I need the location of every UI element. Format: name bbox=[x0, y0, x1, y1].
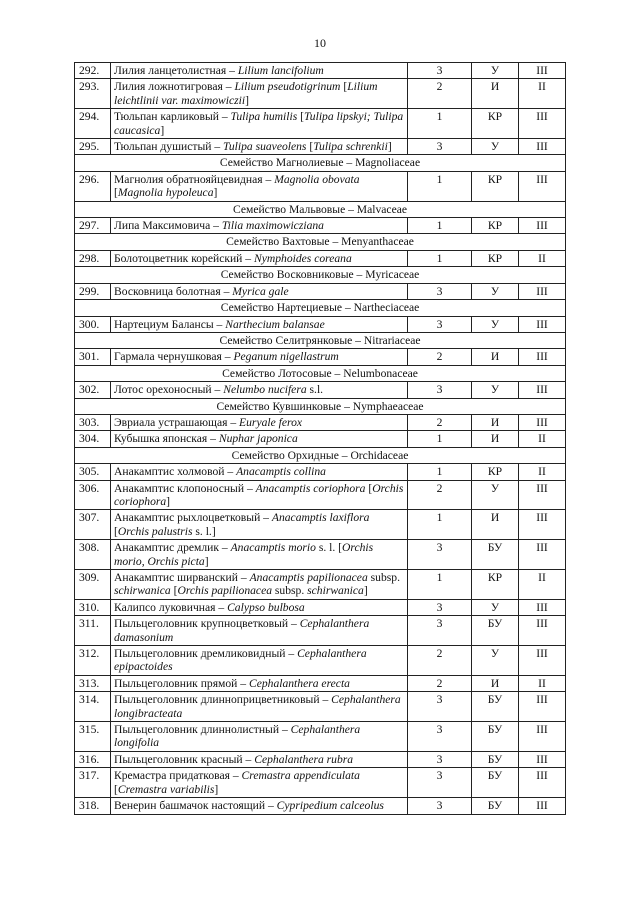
species-row bbox=[75, 751, 566, 767]
priority-level: III bbox=[519, 646, 566, 676]
rarity-category: 3 bbox=[408, 768, 472, 798]
rarity-category: 1 bbox=[408, 250, 472, 266]
synonym: Magnolia hypoleuca bbox=[117, 186, 214, 200]
row-number: 297. bbox=[75, 218, 111, 234]
family-heading: Семейство Магнолиевые – Magnoliaceae bbox=[75, 155, 566, 171]
status-code: БУ bbox=[472, 768, 519, 798]
status-code: И bbox=[472, 349, 519, 365]
species-name-cell: Лилия ланцетолистная – Lilium lancifolium bbox=[111, 63, 408, 79]
family-heading: Семейство Селитрянковые – Nitrariaceae bbox=[75, 332, 566, 348]
latin-name: Narthecium balansae bbox=[225, 317, 325, 331]
rarity-category: 2 bbox=[408, 79, 472, 109]
row-number: 313. bbox=[75, 675, 111, 691]
russian-name: Кубышка японская bbox=[114, 432, 208, 446]
species-row bbox=[75, 768, 566, 798]
species-row bbox=[75, 599, 566, 615]
latin-name: Nelumbo nucifera bbox=[223, 383, 307, 397]
family-heading: Семейство Мальвовые – Malvaceae bbox=[75, 201, 566, 217]
rarity-category: 3 bbox=[408, 382, 472, 398]
family-heading: Семейство Кувшинковые – Nymphaeaceae bbox=[75, 398, 566, 414]
latin-name: Cephalanthera longifolia bbox=[114, 723, 361, 750]
species-name-cell: Липа Максимовича – Tilia maximowicziana bbox=[111, 218, 408, 234]
status-code: БУ bbox=[472, 692, 519, 722]
status-code: И bbox=[472, 79, 519, 109]
species-name-cell: Калипсо луковичная – Calypso bulbosa bbox=[111, 599, 408, 615]
priority-level: III bbox=[519, 480, 566, 510]
rarity-category: 1 bbox=[408, 510, 472, 540]
priority-level: II bbox=[519, 431, 566, 447]
row-number: 304. bbox=[75, 431, 111, 447]
rarity-category: 2 bbox=[408, 480, 472, 510]
russian-name: Анакамптис рыхлоцветковый bbox=[114, 511, 261, 525]
russian-name: Гармала чернушковая bbox=[114, 350, 222, 364]
row-number: 307. bbox=[75, 510, 111, 540]
rarity-category: 2 bbox=[408, 349, 472, 365]
species-name-cell: Пыльцеголовник длиннолистный – Cephalanthera longifolia bbox=[111, 722, 408, 752]
species-row bbox=[75, 79, 566, 109]
rarity-category: 3 bbox=[408, 283, 472, 299]
page-number: 10 bbox=[314, 36, 326, 50]
status-code: У bbox=[472, 316, 519, 332]
russian-name: Анакамптис дремлик bbox=[114, 541, 219, 555]
synonym-suffix: subsp. bbox=[272, 584, 308, 598]
family-row bbox=[75, 365, 566, 381]
synonym: Orchis palustris bbox=[117, 524, 193, 538]
species-row bbox=[75, 382, 566, 398]
family-row bbox=[75, 300, 566, 316]
row-number: 316. bbox=[75, 751, 111, 767]
priority-level: III bbox=[519, 599, 566, 615]
species-row bbox=[75, 63, 566, 79]
rarity-category: 1 bbox=[408, 218, 472, 234]
russian-name: Венерин башмачок настоящий bbox=[114, 799, 266, 813]
latin-name: Lilium pseudotigrinum bbox=[234, 80, 341, 94]
priority-level: III bbox=[519, 751, 566, 767]
latin-name: Cremastra appendiculata bbox=[241, 769, 360, 783]
species-name-cell: Анакамптис ширванский – Anacamptis papilionacea subsp. schirwanica [Orchis papilionacea subsp. schirwanica] bbox=[111, 570, 408, 600]
species-name-cell: Восковница болотная – Myrica gale bbox=[111, 283, 408, 299]
synonym: Cremastra variabilis bbox=[117, 782, 215, 796]
latin-suffix: subsp. bbox=[367, 571, 400, 584]
status-code: КР bbox=[472, 250, 519, 266]
species-name-cell: Пыльцеголовник дремликовидный – Cephalanthera epipactoides bbox=[111, 646, 408, 676]
latin-name: Anacamptis laxiflora bbox=[271, 511, 370, 525]
row-number: 306. bbox=[75, 480, 111, 510]
status-code: БУ bbox=[472, 798, 519, 814]
species-row bbox=[75, 798, 566, 814]
row-number: 300. bbox=[75, 316, 111, 332]
latin-name: Cephalanthera rubra bbox=[254, 752, 354, 766]
priority-level: III bbox=[519, 768, 566, 798]
russian-name: Анакамптис холмовой bbox=[114, 465, 225, 479]
status-code: И bbox=[472, 510, 519, 540]
rarity-category: 1 bbox=[408, 464, 472, 480]
family-row bbox=[75, 234, 566, 250]
synonym: Orchis coriophora bbox=[114, 481, 404, 508]
rarity-category: 3 bbox=[408, 63, 472, 79]
priority-level: III bbox=[519, 798, 566, 814]
row-number: 311. bbox=[75, 616, 111, 646]
species-table-body bbox=[75, 63, 566, 815]
family-heading: Семейство Нартециевые – Nartheciaceae bbox=[75, 300, 566, 316]
species-row bbox=[75, 316, 566, 332]
species-name-cell: Анакамптис дремлик – Anacamptis morio s. l. [Orchis morio, Orchis picta] bbox=[111, 540, 408, 570]
priority-level: III bbox=[519, 63, 566, 79]
status-code: И bbox=[472, 431, 519, 447]
synonym: Tulipa lipskyi; Tulipa caucasica bbox=[114, 110, 404, 137]
russian-name: Пыльцеголовник крупноцветковый bbox=[114, 617, 289, 631]
latin-suffix: s. l. bbox=[315, 541, 336, 555]
family-row bbox=[75, 201, 566, 217]
status-code: У bbox=[472, 63, 519, 79]
latin-name: Anacamptis morio bbox=[230, 541, 316, 555]
status-code: У bbox=[472, 480, 519, 510]
priority-level: III bbox=[519, 349, 566, 365]
status-code: БУ bbox=[472, 722, 519, 752]
latin-name: Cypripedium calceolus bbox=[276, 799, 384, 813]
species-name-cell: Пыльцеголовник прямой – Cephalanthera erecta bbox=[111, 675, 408, 691]
status-code: У bbox=[472, 139, 519, 155]
russian-name: Болотоцветник корейский bbox=[114, 251, 243, 265]
priority-level: III bbox=[519, 414, 566, 430]
family-row bbox=[75, 267, 566, 283]
latin-name: Tilia maximowicziana bbox=[221, 219, 324, 233]
species-row bbox=[75, 109, 566, 139]
species-name-cell: Тюльпан душистый – Tulipa suaveolens [Tulipa schrenkii] bbox=[111, 139, 408, 155]
latin-subspecies: schirwanica bbox=[114, 584, 171, 598]
species-name-cell: Анакамптис рыхлоцветковый – Anacamptis laxiflora [Orchis palustris s. l.] bbox=[111, 510, 408, 540]
status-code: КР bbox=[472, 218, 519, 234]
synonym-suffix: s. l. bbox=[192, 524, 212, 538]
rarity-category: 3 bbox=[408, 692, 472, 722]
species-row bbox=[75, 139, 566, 155]
species-name-cell: Тюльпан карликовый – Tulipa humilis [Tulipa lipskyi; Tulipa caucasica] bbox=[111, 109, 408, 139]
russian-name: Калипсо луковичная bbox=[114, 600, 216, 614]
row-number: 315. bbox=[75, 722, 111, 752]
row-number: 308. bbox=[75, 540, 111, 570]
latin-name: Tulipa humilis bbox=[230, 110, 298, 124]
priority-level: III bbox=[519, 139, 566, 155]
russian-name: Кремастра придатковая bbox=[114, 769, 230, 783]
row-number: 295. bbox=[75, 139, 111, 155]
status-code: БУ bbox=[472, 540, 519, 570]
russian-name: Пыльцеголовник дремликовидный bbox=[114, 647, 286, 661]
species-name-cell: Венерин башмачок настоящий – Cypripedium calceolus bbox=[111, 798, 408, 814]
rarity-category: 3 bbox=[408, 316, 472, 332]
latin-name: Anacamptis collina bbox=[236, 465, 326, 479]
rarity-category: 2 bbox=[408, 414, 472, 430]
status-code: И bbox=[472, 675, 519, 691]
row-number: 301. bbox=[75, 349, 111, 365]
species-name-cell: Гармала чернушковая – Peganum nigellastrum bbox=[111, 349, 408, 365]
latin-name: Cephalanthera longibracteata bbox=[114, 693, 401, 720]
priority-level: II bbox=[519, 570, 566, 600]
family-row bbox=[75, 155, 566, 171]
species-row bbox=[75, 414, 566, 430]
russian-name: Пыльцеголовник прямой bbox=[114, 676, 238, 690]
synonym: Lilium leichtlinii var. maximowiczii bbox=[114, 80, 378, 107]
row-number: 317. bbox=[75, 768, 111, 798]
priority-level: III bbox=[519, 616, 566, 646]
latin-name: Cephalanthera damasonium bbox=[114, 617, 370, 644]
row-number: 296. bbox=[75, 171, 111, 201]
species-row bbox=[75, 250, 566, 266]
species-row bbox=[75, 510, 566, 540]
family-row bbox=[75, 398, 566, 414]
species-row bbox=[75, 431, 566, 447]
priority-level: III bbox=[519, 692, 566, 722]
latin-name: Cephalanthera epipactoides bbox=[114, 647, 367, 674]
species-name-cell: Кремастра придатковая – Cremastra appendiculata [Cremastra variabilis] bbox=[111, 768, 408, 798]
russian-name: Пыльцеголовник красный bbox=[114, 752, 243, 766]
russian-name: Анакамптис ширванский bbox=[114, 571, 238, 584]
status-code: У bbox=[472, 599, 519, 615]
species-row bbox=[75, 171, 566, 201]
rarity-category: 2 bbox=[408, 646, 472, 676]
priority-level: III bbox=[519, 540, 566, 570]
species-row bbox=[75, 616, 566, 646]
status-code: У bbox=[472, 283, 519, 299]
row-number: 314. bbox=[75, 692, 111, 722]
priority-level: III bbox=[519, 218, 566, 234]
rarity-category: 3 bbox=[408, 722, 472, 752]
russian-name: Лилия ланцетолистная bbox=[114, 64, 227, 77]
species-row bbox=[75, 464, 566, 480]
rarity-category: 1 bbox=[408, 570, 472, 600]
species-row bbox=[75, 570, 566, 600]
rarity-category: 3 bbox=[408, 616, 472, 646]
latin-suffix: s.l. bbox=[306, 383, 324, 397]
latin-name: Peganum nigellastrum bbox=[233, 350, 339, 364]
latin-name: Tulipa suaveolens bbox=[223, 140, 307, 154]
row-number: 292. bbox=[75, 63, 111, 79]
latin-name: Magnolia obovata bbox=[274, 172, 360, 186]
species-name-cell: Анакамптис клопоносный – Anacamptis coriophora [Orchis coriophora] bbox=[111, 480, 408, 510]
russian-name: Лотос орехоносный bbox=[114, 383, 212, 397]
russian-name: Восковница болотная bbox=[114, 284, 221, 298]
russian-name: Лилия ложнотигровая bbox=[114, 80, 223, 94]
priority-level: III bbox=[519, 510, 566, 540]
latin-name: Myrica gale bbox=[232, 284, 289, 298]
priority-level: II bbox=[519, 675, 566, 691]
synonym-subspecies: schirwanica bbox=[307, 584, 364, 598]
row-number: 309. bbox=[75, 570, 111, 600]
species-name-cell: Пыльцеголовник крупноцветковый – Cephalanthera damasonium bbox=[111, 616, 408, 646]
status-code: БУ bbox=[472, 616, 519, 646]
row-number: 302. bbox=[75, 382, 111, 398]
species-name-cell: Пыльцеголовник длинноприцветниковый – Cephalanthera longibracteata bbox=[111, 692, 408, 722]
rarity-category: 1 bbox=[408, 171, 472, 201]
priority-level: III bbox=[519, 283, 566, 299]
synonym: Tulipa schrenkii bbox=[313, 140, 388, 154]
row-number: 312. bbox=[75, 646, 111, 676]
priority-level: III bbox=[519, 316, 566, 332]
species-name-cell: Лотос орехоносный – Nelumbo nucifera s.l. bbox=[111, 382, 408, 398]
priority-level: II bbox=[519, 464, 566, 480]
latin-name: Calypso bulbosa bbox=[227, 600, 305, 614]
priority-level: II bbox=[519, 79, 566, 109]
rarity-category: 3 bbox=[408, 139, 472, 155]
row-number: 318. bbox=[75, 798, 111, 814]
status-code: У bbox=[472, 382, 519, 398]
species-row bbox=[75, 480, 566, 510]
russian-name: Тюльпан карликовый bbox=[114, 110, 219, 124]
family-heading: Семейство Лотосовые – Nelumbonaceae bbox=[75, 365, 566, 381]
row-number: 298. bbox=[75, 250, 111, 266]
priority-level: II bbox=[519, 250, 566, 266]
russian-name: Анакамптис клопоносный bbox=[114, 481, 245, 495]
russian-name: Магнолия обратнояйцевидная bbox=[114, 172, 263, 186]
rarity-category: 3 bbox=[408, 599, 472, 615]
species-row bbox=[75, 646, 566, 676]
species-name-cell: Кубышка японская – Nuphar japonica bbox=[111, 431, 408, 447]
family-heading: Семейство Орхидные – Orchidaceae bbox=[75, 447, 566, 463]
species-name-cell: Лилия ложнотигровая – Lilium pseudotigrinum [Lilium leichtlinii var. maximowiczii] bbox=[111, 79, 408, 109]
row-number: 305. bbox=[75, 464, 111, 480]
latin-name: Anacamptis coriophora bbox=[255, 481, 366, 495]
priority-level: III bbox=[519, 109, 566, 139]
status-code: КР bbox=[472, 171, 519, 201]
status-code: КР bbox=[472, 464, 519, 480]
row-number: 310. bbox=[75, 599, 111, 615]
species-name-cell: Болотоцветник корейский – Nymphoides coreana bbox=[111, 250, 408, 266]
row-number: 294. bbox=[75, 109, 111, 139]
status-code: БУ bbox=[472, 751, 519, 767]
rarity-category: 3 bbox=[408, 751, 472, 767]
latin-name: Anacamptis papilionacea bbox=[249, 571, 368, 584]
latin-name: Nymphoides coreana bbox=[253, 251, 352, 265]
family-row bbox=[75, 332, 566, 348]
rarity-category: 3 bbox=[408, 540, 472, 570]
species-row bbox=[75, 283, 566, 299]
synonym: Orchis morio, Orchis picta bbox=[114, 541, 374, 568]
species-row bbox=[75, 722, 566, 752]
latin-name: Euryale ferox bbox=[239, 415, 303, 429]
latin-name: Lilium lancifolium bbox=[237, 64, 324, 77]
status-code: И bbox=[472, 414, 519, 430]
russian-name: Эвриала устрашающая bbox=[114, 415, 228, 429]
family-heading: Семейство Вахтовые – Menyanthaceae bbox=[75, 234, 566, 250]
row-number: 303. bbox=[75, 414, 111, 430]
species-name-cell: Магнолия обратнояйцевидная – Magnolia obovata [Magnolia hypoleuca] bbox=[111, 171, 408, 201]
latin-name: Nuphar japonica bbox=[218, 432, 298, 446]
rarity-category: 1 bbox=[408, 431, 472, 447]
species-name-cell: Эвриала устрашающая – Euryale ferox bbox=[111, 414, 408, 430]
status-code: У bbox=[472, 646, 519, 676]
species-name-cell: Нартециум Балансы – Narthecium balansae bbox=[111, 316, 408, 332]
species-name-cell: Пыльцеголовник красный – Cephalanthera rubra bbox=[111, 751, 408, 767]
species-row bbox=[75, 218, 566, 234]
synonym: Orchis papilionacea bbox=[177, 584, 273, 598]
family-row bbox=[75, 447, 566, 463]
rarity-category: 2 bbox=[408, 675, 472, 691]
species-row bbox=[75, 692, 566, 722]
status-code: КР bbox=[472, 109, 519, 139]
rarity-category: 3 bbox=[408, 798, 472, 814]
latin-name: Cephalanthera erecta bbox=[248, 676, 350, 690]
family-heading: Семейство Восковниковые – Myricaceae bbox=[75, 267, 566, 283]
species-name-cell: Анакамптис холмовой – Anacamptis collina bbox=[111, 464, 408, 480]
priority-level: III bbox=[519, 382, 566, 398]
rarity-category: 1 bbox=[408, 109, 472, 139]
russian-name: Пыльцеголовник длинноприцветниковый bbox=[114, 693, 320, 707]
priority-level: III bbox=[519, 722, 566, 752]
species-row bbox=[75, 540, 566, 570]
species-table bbox=[74, 62, 566, 815]
russian-name: Пыльцеголовник длиннолистный bbox=[114, 723, 280, 737]
species-row bbox=[75, 349, 566, 365]
row-number: 293. bbox=[75, 79, 111, 109]
row-number: 299. bbox=[75, 283, 111, 299]
russian-name: Нартециум Балансы bbox=[114, 317, 214, 331]
species-row bbox=[75, 675, 566, 691]
priority-level: III bbox=[519, 171, 566, 201]
russian-name: Липа Максимовича bbox=[114, 219, 211, 233]
russian-name: Тюльпан душистый bbox=[114, 140, 212, 154]
status-code: КР bbox=[472, 570, 519, 600]
